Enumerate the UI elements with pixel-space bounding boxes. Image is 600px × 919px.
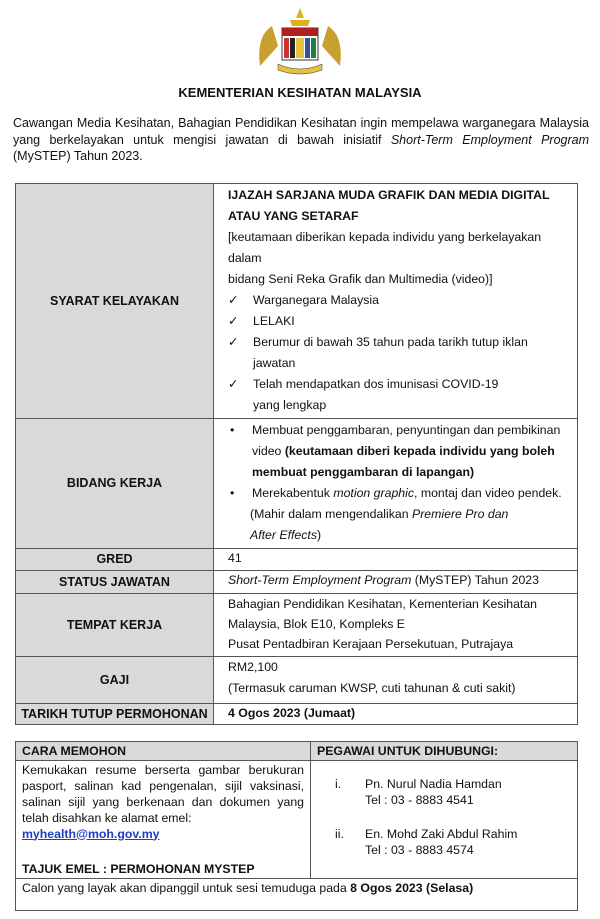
list-item: ✓ Telah mendapatkan dos imunisasi COVID-19 [228, 374, 573, 395]
crest-logo [252, 6, 348, 78]
list-item: ✓ Warganegara Malaysia [228, 290, 573, 311]
list-item: ✓ LELAKI [228, 311, 573, 332]
list-item: ✓ Berumur di bawah 35 tahun pada tarikh tutup iklan jawatan [228, 332, 573, 374]
application-table: CARA MEMOHON PEGAWAI UNTUK DIHUBUNGI: Kemukakan resume berserta gambar berukuran pasport, salinan kad pengenalan, sijil vaksinasi, salinan sijil yang berkenaan dan dokumen yang telah disahkan ke alamat emel: myhealth@moh.gov.my TAJUK EMEL : PERMOHONAN MYSTEP i. Pn. Nurul Nadia Hamdan Tel : 03 - 8883 4541 ii. En. Mohd Zaki Abdul Rahim Tel : 03 - 8883 4574 Calon yang layak akan dipanggil untuk sesi temuduga pada 8 Ogos 2023 (Selasa) [15, 741, 578, 911]
list-item: • Membuat penggambaran, penyuntingan dan pembikinan video (keutamaan diberi kepada individu yang boleh membuat penggambaran di lapangan) [230, 420, 573, 483]
label-syarat: SYARAT KELAYAKAN [16, 183, 214, 418]
intro-paragraph: Cawangan Media Kesihatan, Bahagian Pendidikan Kesihatan ingin mempelawa warganegara Malaysia yang berkelayakan untuk mengisi jawatan di bawah inisiatif Short-Term Employment Program (MySTEP) Tahun 2023. [13, 116, 589, 163]
check-icon: ✓ [228, 376, 239, 391]
check-icon: ✓ [228, 292, 239, 307]
email-link[interactable]: myhealth@moh.gov.my [22, 826, 160, 841]
gred-value: 41 [214, 548, 578, 570]
row-bidang: BIDANG KERJA • Membuat penggambaran, penyuntingan dan pembikinan video (keutamaan diberi kepada individu yang boleh membuat penggambaran di lapangan) • Merekabentuk motion graphic, montaj dan video pendek. (Mahir dalam mengendalikan Premiere Pro dan After Effects) [16, 418, 578, 548]
contact-item: ii. En. Mohd Zaki Abdul Rahim Tel : 03 - 8883 4574 [335, 826, 518, 857]
contact-item: i. Pn. Nurul Nadia Hamdan Tel : 03 - 8883 4541 [335, 776, 502, 807]
row-syarat: SYARAT KELAYAKAN IJAZAH SARJANA MUDA GRAFIK DAN MEDIA DIGITAL ATAU YANG SETARAF [keutamaan diberikan kepada individu yang berkelayakan dalam bidang Seni Reka Grafik dan Multimedia (video)] ✓ Warganegara Malaysia ✓ LELAKI ✓ Berumur di bawah 35 tahun pada tarikh tutup iklan jawatan ✓ Telah mendapatkan dos imunisasi COVID-19 yang lengkap [16, 183, 578, 418]
job-details-table: SYARAT KELAYAKAN IJAZAH SARJANA MUDA GRAFIK DAN MEDIA DIGITAL ATAU YANG SETARAF [keutamaan diberikan kepada individu yang berkelayakan dalam bidang Seni Reka Grafik dan Multimedia (video)] ✓ Warganegara Malaysia ✓ LELAKI ✓ Berumur di bawah 35 tahun pada tarikh tutup iklan jawatan ✓ Telah mendapatkan dos imunisasi COVID-19 yang lengkap BIDANG KERJA • Membuat penggambaran, penyuntingan dan pembikinan video (keutamaan diberi kepada individu yang boleh membuat penggambaran di lapangan) • Merekabentuk motion graphic, montaj dan video pendek. (Mahir dalam mengendalikan Premiere Pro dan After Effects) GRED 41 STATUS JAWATAN Short-Term Employment Program (MySTEP) Tahun 2023 TEMPAT KERJA Bahagian Pendidikan Kesihatan, Kementerian Kesihatan Malaysia, Blok E10, Kompleks E Pusat Pentadbiran Kerajaan Persekutuan, Putrajaya GAJI RM2,100 (Termasuk caruman KWSP, cuti tahunan & cuti sakit) TARIKH TUTUP PERMOHONAN 4 Ogos 2023 (Jumaat) [15, 183, 578, 725]
check-icon: ✓ [228, 313, 239, 328]
bullet-icon: • [230, 485, 235, 500]
interview-note: Calon yang layak akan dipanggil untuk sesi temuduga pada 8 Ogos 2023 (Selasa) [16, 878, 578, 910]
check-icon: ✓ [228, 334, 239, 349]
list-item: • Merekabentuk motion graphic, montaj dan video pendek. [230, 483, 573, 504]
bullet-icon: • [230, 422, 235, 437]
ministry-title: KEMENTERIAN KESIHATAN MALAYSIA [178, 85, 422, 100]
